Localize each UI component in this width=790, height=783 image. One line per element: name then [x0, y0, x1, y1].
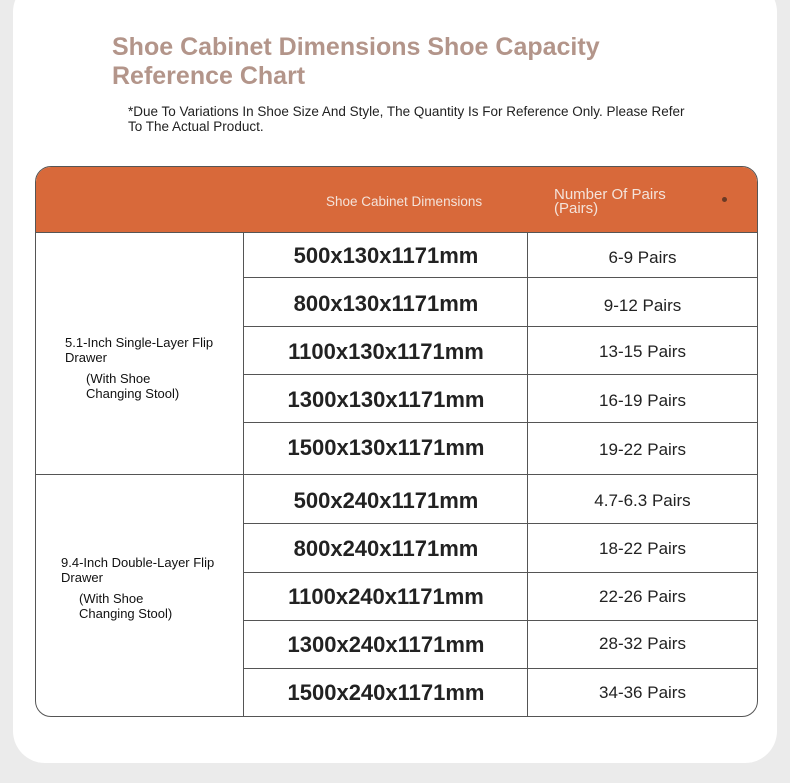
group-label-double-layer: [61, 555, 231, 621]
disclaimer-note: *Due To Variations In Shoe Size And Style, The Quantity Is For Reference Only. Please Refer To The Actual Product.: [128, 104, 685, 134]
row-divider: [243, 277, 757, 278]
group-label-single-layer: [65, 335, 235, 401]
row-divider: [243, 523, 757, 524]
pairs-cell: 6-9 Pairs: [608, 248, 677, 267]
pairs-cell: 4.7-6.3 Pairs: [594, 491, 691, 510]
pairs-cell: 16-19 Pairs: [599, 391, 686, 410]
row-divider: [243, 374, 757, 375]
pairs-cell: 9-12 Pairs: [603, 296, 682, 315]
dimension-cell: 1500x240x1171mm: [287, 680, 485, 705]
group-divider: [36, 474, 757, 475]
pairs-cell: 13-15 Pairs: [599, 342, 686, 361]
pairs-cell: 22-26 Pairs: [599, 587, 686, 606]
header-pairs: Number Of Pairs (Pairs): [554, 186, 666, 217]
page-title: Shoe Cabinet Dimensions Shoe Capacity Reference Chart: [112, 33, 600, 90]
dimension-cell: 1300x240x1171mm: [287, 632, 485, 657]
row-divider: [243, 668, 757, 669]
group-sublabel-text: (With Shoe Changing Stool): [86, 371, 180, 401]
pairs-cell: 28-32 Pairs: [599, 634, 686, 653]
row-divider: [243, 572, 757, 573]
dimension-cell: 500x130x1171mm: [293, 243, 479, 268]
dimension-cell: 1300x130x1171mm: [287, 387, 485, 412]
group-sublabel-text: (With Shoe Changing Stool): [79, 591, 173, 621]
group-label-text: 5.1-Inch Single-Layer Flip Drawer: [65, 335, 214, 365]
dimension-cell: 1500x130x1171mm: [287, 435, 485, 460]
pairs-cell: 34-36 Pairs: [599, 683, 686, 702]
decorative-dot: [722, 197, 727, 202]
row-divider: [243, 326, 757, 327]
table-header: [36, 167, 757, 233]
dimension-cell: 800x130x1171mm: [293, 291, 479, 316]
pairs-cell: 18-22 Pairs: [599, 539, 686, 558]
dimension-cell: 500x240x1171mm: [293, 488, 479, 513]
row-divider: [243, 620, 757, 621]
header-dimensions: Shoe Cabinet Dimensions: [326, 194, 483, 209]
capacity-table: [35, 166, 758, 717]
pairs-cell: 19-22 Pairs: [599, 440, 686, 459]
dimension-cell: 1100x130x1171mm: [288, 339, 484, 364]
group-label-text: 9.4-Inch Double-Layer Flip Drawer: [61, 555, 215, 585]
dimension-cell: 800x240x1171mm: [293, 536, 479, 561]
row-divider: [243, 422, 757, 423]
dimension-cell: 1100x240x1171mm: [288, 584, 484, 609]
